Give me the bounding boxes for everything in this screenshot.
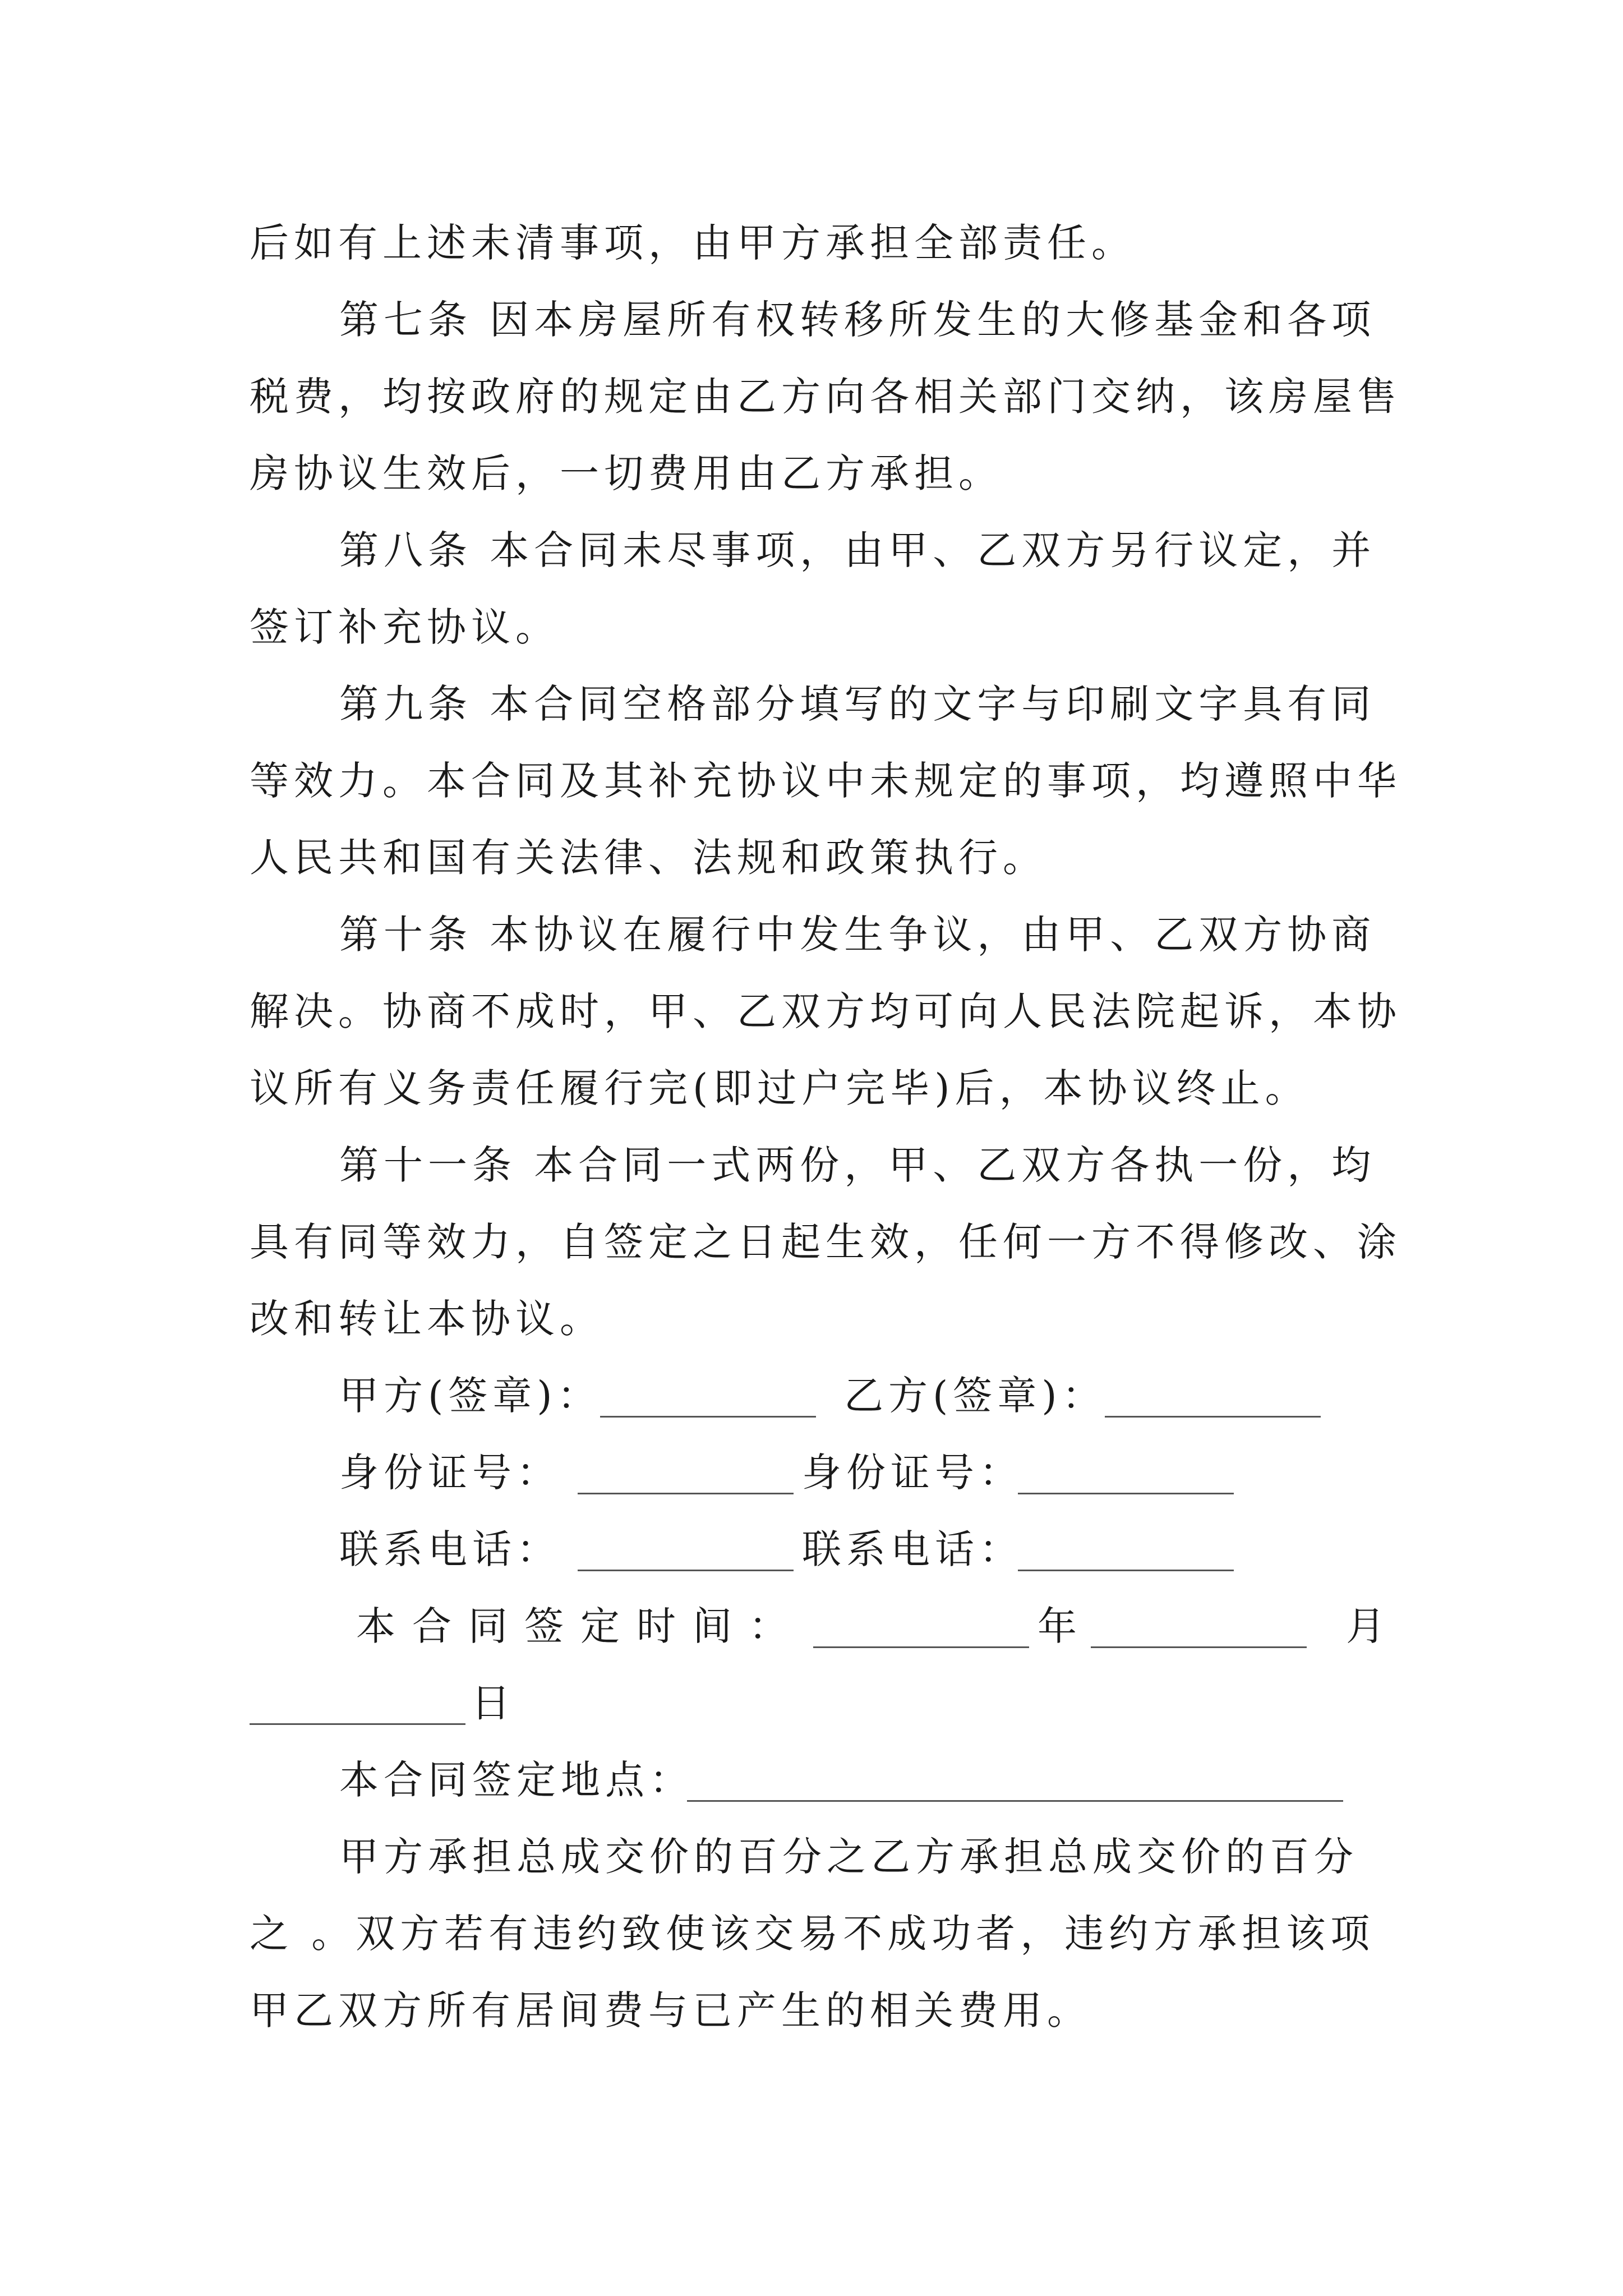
article-10-line: 解决。协商不成时，甲、乙双方均可向人民法院起诉，本协 (250, 988, 1401, 1034)
party-b-sign-label: 乙方(签章)： (844, 1373, 1106, 1419)
party-a-phone-field[interactable] (578, 1530, 794, 1571)
article-10-line: 第十条 本协议在履行中发生争议，由甲、乙双方协商 (339, 912, 1376, 958)
closing-line: 甲方承担总成交价的百分之乙方承担总成交价的百分 (339, 1834, 1358, 1880)
article-9-line: 第九条 本合同空格部分填写的文字与印刷文字具有同 (339, 681, 1376, 727)
year-field[interactable] (813, 1607, 1029, 1648)
contract-page (250, 205, 1401, 2049)
party-b-id-label: 身份证号： (802, 1450, 1023, 1496)
party-a-id-label: 身份证号： (339, 1450, 561, 1496)
month-field[interactable] (1091, 1607, 1307, 1648)
article-9-line: 等效力。本合同及其补充协议中未规定的事项，均遵照中华 (250, 758, 1401, 804)
day-label: 日 (471, 1680, 515, 1726)
party-b-phone-field[interactable] (1018, 1530, 1234, 1571)
party-a-sign-field[interactable] (600, 1377, 816, 1418)
id-row (250, 1434, 1388, 1511)
sign-place-label: 本合同签定地点： (339, 1757, 694, 1803)
party-a-id-field[interactable] (578, 1453, 794, 1494)
sign-place-row (250, 1742, 1388, 1819)
signature-row (250, 1358, 1388, 1434)
party-a-sign-label: 甲方(签章)： (339, 1373, 602, 1419)
sign-time-row (250, 1588, 1388, 1665)
article-7-line: 房协议生效后，一切费用由乙方承担。 (250, 450, 1003, 496)
article-11-line: 第十一条 本合同一式两份，甲、乙双方各执一份，均 (339, 1142, 1376, 1188)
closing-line: 甲乙双方所有居间费与已产生的相关费用。 (250, 1987, 1091, 2033)
text-line: 后如有上述未清事项，由甲方承担全部责任。 (250, 220, 1136, 266)
year-label: 年 (1038, 1603, 1082, 1649)
party-a-phone-label: 联系电话： (339, 1526, 561, 1572)
month-label: 月 (1346, 1603, 1390, 1649)
sign-time-label: 本合同签定时间： (356, 1603, 805, 1649)
article-10-line: 议所有义务责任履行完(即过户完毕)后，本协议终止。 (250, 1065, 1310, 1111)
article-11-line: 改和转让本协议。 (250, 1296, 604, 1342)
party-b-phone-label: 联系电话： (802, 1526, 1023, 1572)
sign-day-row (250, 1665, 1388, 1742)
closing-line: 之 。双方若有违约致使该交易不成功者，违约方承担该项 (250, 1911, 1375, 1957)
party-b-id-field[interactable] (1018, 1453, 1234, 1494)
article-9-line: 人民共和国有关法律、法规和政策执行。 (250, 835, 1047, 881)
article-7-line: 税费，均按政府的规定由乙方向各相关部门交纳，该房屋售 (250, 374, 1401, 420)
day-field[interactable] (250, 1684, 465, 1725)
party-b-sign-field[interactable] (1105, 1377, 1321, 1418)
sign-place-field[interactable] (687, 1761, 1343, 1802)
phone-row (250, 1511, 1388, 1588)
article-7-line: 第七条 因本房屋所有权转移所发生的大修基金和各项 (339, 297, 1376, 343)
article-8-line: 签订补充协议。 (250, 604, 560, 650)
article-8-line: 第八条 本合同未尽事项，由甲、乙双方另行议定，并 (339, 527, 1376, 573)
article-11-line: 具有同等效力，自签定之日起生效，任何一方不得修改、涂 (250, 1219, 1401, 1265)
